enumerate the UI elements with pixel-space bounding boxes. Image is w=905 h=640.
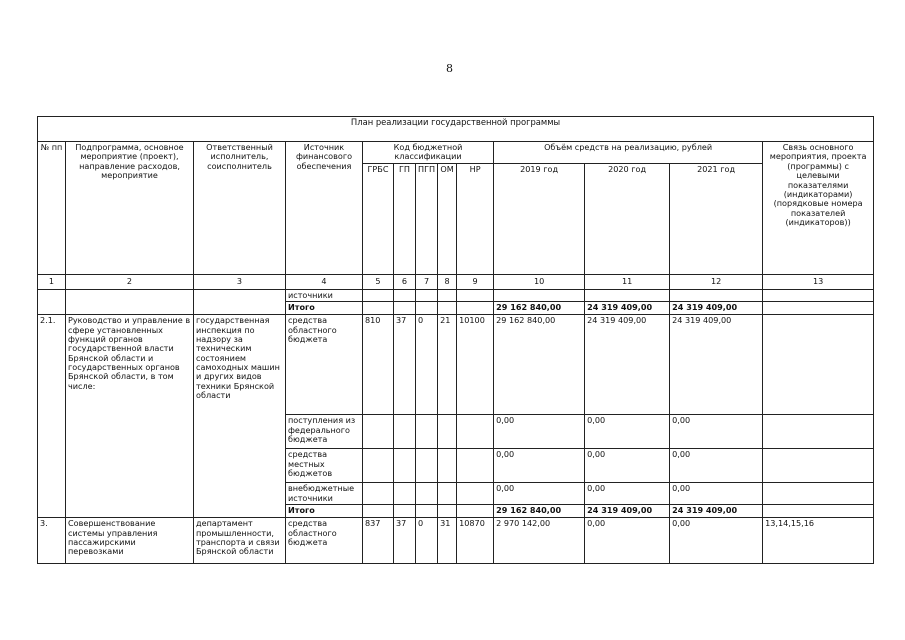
header-link: Связь основного мероприятия, проекта (программы) с целевыми показателями (индикаторами) (порядковые номера показателей (индикаторов)) — [763, 142, 874, 275]
source-cell: средства областного бюджета — [286, 518, 363, 564]
source-cell: Итого — [286, 302, 363, 315]
column-number: 1 — [38, 274, 66, 289]
header-2019: 2019 год — [494, 163, 585, 274]
source-cell: средства местных бюджетов — [286, 449, 363, 483]
amount-2020: 0,00 — [585, 449, 670, 483]
source-cell: средства областного бюджета — [286, 315, 363, 415]
table-row — [38, 289, 874, 301]
header-pgp: ПГП — [416, 163, 438, 274]
row-number: 3. — [38, 518, 66, 564]
header-budget-code: Код бюджетной классификации — [363, 142, 494, 164]
column-number: 8 — [438, 274, 457, 289]
header-no: № пп — [38, 142, 66, 275]
responsible-cell: департамент промышленности, транспорта и связи Брянской области — [194, 518, 286, 564]
amount-2019: 2 970 142,00 — [494, 518, 585, 564]
table-row — [38, 315, 874, 415]
header-gp: ГП — [394, 163, 416, 274]
source-cell: внебюджетные источники — [286, 483, 363, 505]
code-gp: 37 — [394, 518, 416, 564]
code-np: 10870 — [457, 518, 494, 564]
code-pgp: 0 — [416, 315, 438, 415]
amount-2020: 24 319 409,00 — [585, 315, 670, 415]
code-om: 31 — [438, 518, 457, 564]
amount-2020: 24 319 409,00 — [585, 505, 670, 518]
amount-2019: 29 162 840,00 — [494, 302, 585, 315]
amount-2019: 0,00 — [494, 449, 585, 483]
column-number: 4 — [286, 274, 363, 289]
column-number: 7 — [416, 274, 438, 289]
column-number: 2 — [66, 274, 194, 289]
code-gp: 37 — [394, 315, 416, 415]
code-om: 21 — [438, 315, 457, 415]
column-number: 10 — [494, 274, 585, 289]
amount-2021: 0,00 — [670, 483, 763, 505]
source-cell: Итого — [286, 505, 363, 518]
column-number: 6 — [394, 274, 416, 289]
amount-2021: 0,00 — [670, 518, 763, 564]
column-number: 11 — [585, 274, 670, 289]
amount-2021: 0,00 — [670, 415, 763, 449]
code-grbs: 837 — [363, 518, 394, 564]
table-title: План реализации государственной программы — [38, 117, 874, 142]
row-number: 2.1. — [38, 315, 66, 518]
source-cell: источники — [286, 289, 363, 301]
amount-2021: 24 319 409,00 — [670, 302, 763, 315]
header-volume: Объём средств на реализацию, рублей — [494, 142, 763, 164]
subprogram-cell: Руководство и управление в сфере установленных функций органов государственной власти Брянской области и государственных органов Брянской области, в том числе: — [66, 315, 194, 518]
column-number: 12 — [670, 274, 763, 289]
amount-2021: 0,00 — [670, 449, 763, 483]
amount-2020: 24 319 409,00 — [585, 302, 670, 315]
plan-table — [37, 116, 874, 564]
amount-2020: 0,00 — [585, 415, 670, 449]
header-2020: 2020 год — [585, 163, 670, 274]
responsible-cell: государственная инспекция по надзору за техническим состоянием самоходных машин и других видов техники Брянской области — [194, 315, 286, 518]
header-np: НР — [457, 163, 494, 274]
plan-table-container — [37, 116, 874, 564]
column-number: 9 — [457, 274, 494, 289]
amount-2019: 0,00 — [494, 415, 585, 449]
code-grbs: 810 — [363, 315, 394, 415]
indicator-link-cell: 13,14,15,16 — [763, 518, 874, 564]
header-om: ОМ — [438, 163, 457, 274]
subprogram-cell: Совершенствование системы управления пассажирскими перевозками — [66, 518, 194, 564]
header-responsible: Ответственный исполнитель, соисполнитель — [194, 142, 286, 275]
header-grbs: ГРБС — [363, 163, 394, 274]
amount-2021: 24 319 409,00 — [670, 505, 763, 518]
header-source: Источник финансового обеспечения — [286, 142, 363, 275]
header-subprogram: Подпрограмма, основное мероприятие (проект), направление расходов, мероприятие — [66, 142, 194, 275]
amount-2020: 0,00 — [585, 518, 670, 564]
amount-2019: 0,00 — [494, 483, 585, 505]
table-row — [38, 518, 874, 564]
amount-2021: 24 319 409,00 — [670, 315, 763, 415]
amount-2020: 0,00 — [585, 483, 670, 505]
page-number: 8 — [446, 62, 453, 75]
amount-2019: 29 162 840,00 — [494, 505, 585, 518]
column-number: 3 — [194, 274, 286, 289]
amount-2019: 29 162 840,00 — [494, 315, 585, 415]
column-number: 13 — [763, 274, 874, 289]
header-2021: 2021 год — [670, 163, 763, 274]
source-cell: поступления из федерального бюджета — [286, 415, 363, 449]
code-pgp: 0 — [416, 518, 438, 564]
code-np: 10100 — [457, 315, 494, 415]
column-number: 5 — [363, 274, 394, 289]
